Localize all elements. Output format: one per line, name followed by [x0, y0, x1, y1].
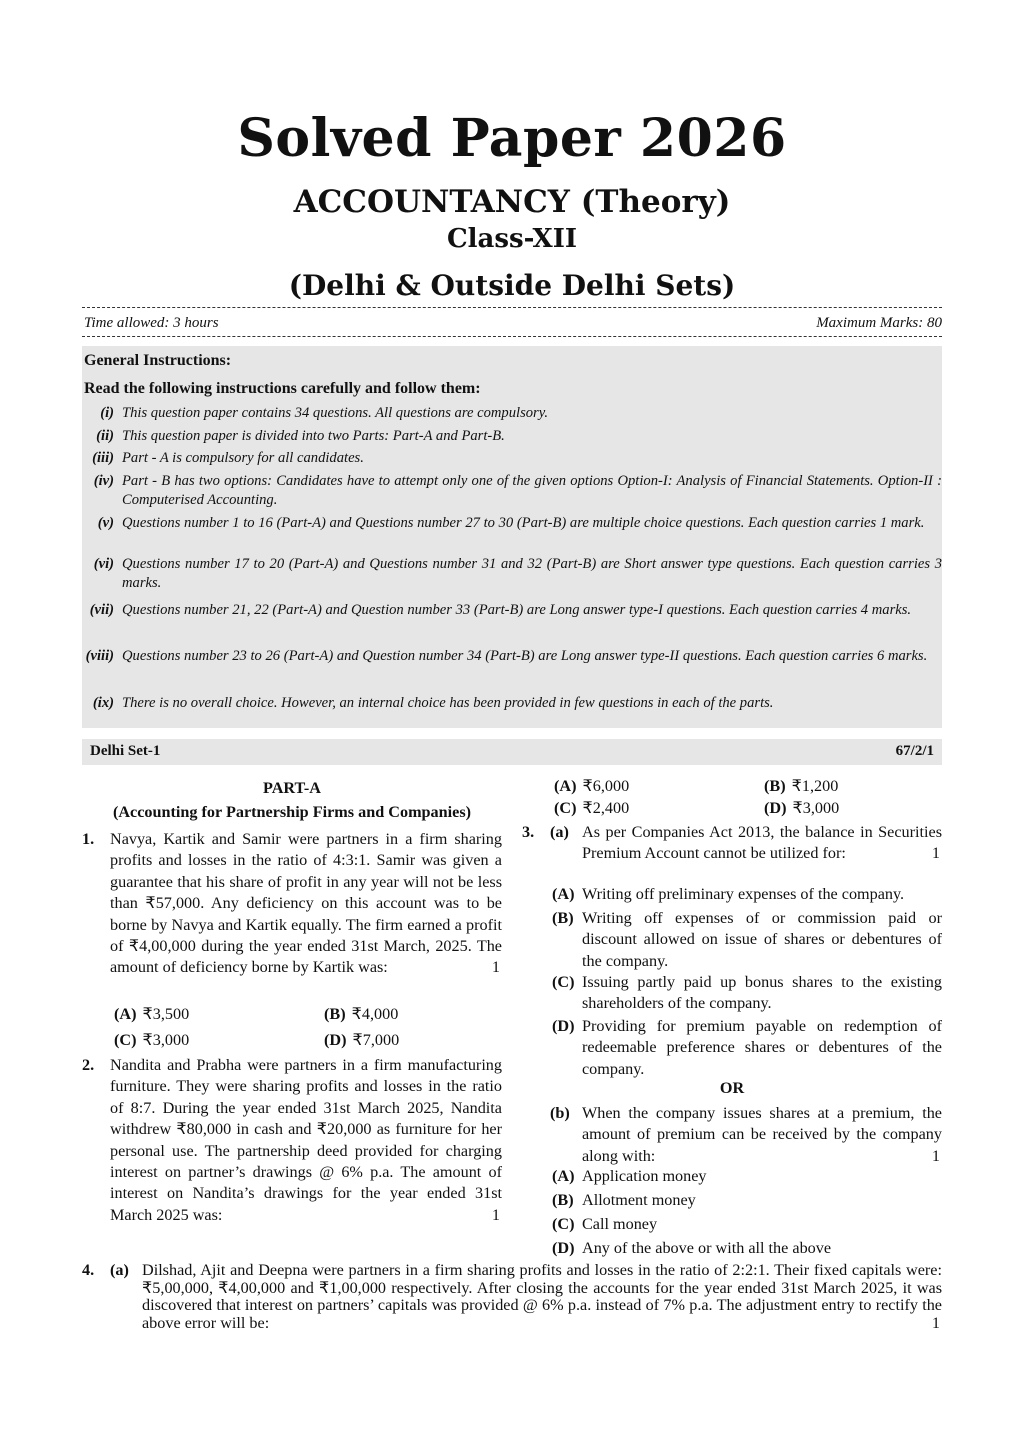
instruction-text: Part - B has two options: Candidates have to attempt only one of the given options Option-I: Analysis of Financial Statements. Option-II : Computerised Accounting. [122, 473, 942, 508]
time-allowed: Time allowed: 3 hours [84, 315, 219, 331]
instruction-number: (viii) [85, 648, 114, 664]
instruction-number: (vi) [93, 556, 114, 572]
set-name: Delhi Set-1 [90, 743, 161, 759]
instruction-text: This question paper contains 34 questions. All questions are compulsory. [122, 405, 549, 421]
instruction-number: (ix) [92, 695, 114, 711]
instruction-text: Questions number 17 to 20 (Part-A) and Questions number 31 and 32 (Part-B) are Short answer type questions. Each question carries 3 marks. [122, 556, 942, 591]
divider-top [82, 307, 942, 308]
question-number: 1. [82, 830, 95, 848]
option: (B) Allotment money [552, 1191, 696, 1209]
question-text: As per Companies Act 2013, the balance in Securities Premium Account cannot be utilized for: [582, 823, 942, 863]
set-code: 67/2/1 [895, 743, 934, 759]
instruction-item [82, 601, 942, 620]
instruction-text: Questions number 1 to 16 (Part-A) and Questions number 27 to 30 (Part-B) are multiple choice questions. Each question carries 1 mark. [122, 515, 925, 531]
subject-title: ACCOUNTANCY (Theory) [293, 184, 731, 220]
option: (A) Application money [552, 1167, 707, 1185]
instruction-text: Part - A is compulsory for all candidates. [122, 450, 364, 466]
question-2 [82, 1055, 502, 1226]
instructions-heading: General Instructions: [84, 352, 232, 369]
question-mark: 1 [491, 958, 500, 977]
sets-title: (Delhi & Outside Delhi Sets) [288, 269, 736, 302]
question-mark: 1 [931, 844, 940, 863]
instruction-item [82, 555, 942, 593]
instruction-item [82, 449, 942, 468]
instruction-item [82, 404, 942, 423]
or-divider: OR [719, 1079, 745, 1097]
question-4 [82, 1262, 942, 1332]
question-1 [82, 829, 502, 979]
option: (C) Call money [552, 1215, 658, 1233]
question-mark: 1 [931, 1313, 940, 1332]
question-text: Navya, Kartik and Samir were partners in a firm sharing profits and losses in the ratio of 4:3:1. Samir was given a guarantee that his share of profit in any year will not be less than ₹57,000. Any deficiency on this account was to be borne by Navya and Kartik equally. The firm earned a profit of ₹4,00,000 during the year ended 31st March, 2025. The amount of deficiency borne by Kartik was: [110, 830, 502, 977]
instructions-subheading: Read the following instructions carefully and follow them: [84, 380, 481, 397]
option: (D) Providing for premium payable on redemption of redeemable preference shares or debentures of the company. [552, 1017, 942, 1078]
set-bar [82, 739, 942, 765]
instruction-number: (vii) [89, 602, 114, 618]
instruction-item [82, 427, 942, 446]
option: (B) ₹4,000 [324, 1005, 399, 1023]
instruction-number: (ii) [96, 428, 114, 444]
instruction-item [82, 694, 942, 713]
question-number: 3. [522, 823, 535, 841]
instruction-number: (iii) [92, 450, 114, 466]
option: (D) Any of the above or with all the above [552, 1239, 832, 1257]
question-text: Dilshad, Ajit and Deepna were partners in a firm sharing profits and losses in the ratio of 2:2:1. Their fixed capitals were: ₹5,00,000, ₹4,00,000 and ₹1,00,000 respectively. After closing the accounts for the year ended 31st March 2025, it was discovered that interest on partners’ capitals was provided @ 6% p.a. instead of 7% p.a. The adjustment entry to rectify the above error will be: [142, 1261, 942, 1332]
instruction-number: (i) [100, 405, 114, 421]
question-part-label: (b) [550, 1104, 570, 1122]
question-part-label: (a) [110, 1261, 129, 1279]
instruction-item [82, 514, 942, 533]
question-mark: 1 [931, 1146, 940, 1165]
instruction-item [82, 472, 942, 510]
instruction-number: (v) [97, 515, 114, 531]
paper-title: Solved Paper 2026 [237, 108, 787, 169]
question-mark: 1 [491, 1205, 500, 1224]
question-text: Nandita and Prabha were partners in a firm manufacturing furniture. They were sharing profits and losses in the ratio of 8:7. During the year ended 31st March 2025, Nandita withdrew ₹80,000 in cash and ₹20,000 as furniture for her personal use. The partnership deed provided for charging interest on partner’s drawings @ 6% p.a. The amount of interest on Nandita’s drawings for the year ended 31st March 2025 was: [110, 1056, 502, 1224]
class-title: Class-XII [446, 224, 578, 254]
part-title: PART-A [263, 779, 321, 797]
option: (B) ₹1,200 [764, 777, 839, 795]
option: (A) Writing off preliminary expenses of the company. [552, 885, 905, 903]
question-number: 4. [82, 1261, 95, 1279]
instruction-text: This question paper is divided into two Parts: Part-A and Part-B. [122, 428, 505, 444]
option: (C) Issuing partly paid up bonus shares to the existing shareholders of the company. [552, 973, 942, 1013]
option: (C) ₹2,400 [554, 799, 630, 817]
instruction-item [82, 647, 942, 666]
instruction-text: Questions number 23 to 26 (Part-A) and Question number 34 (Part-B) are Long answer type-II questions. Each question carries 6 marks. [122, 648, 928, 664]
option: (A) ₹6,000 [554, 777, 630, 795]
option: (D) ₹3,000 [764, 799, 840, 817]
option: (D) ₹7,000 [324, 1031, 400, 1049]
instruction-text: There is no overall choice. However, an internal choice has been provided in few questions in each of the parts. [122, 695, 774, 711]
question-text: When the company issues shares at a premium, the amount of premium can be received by the company along with: [582, 1104, 942, 1165]
option: (A) ₹3,500 [114, 1005, 190, 1023]
option: (C) ₹3,000 [114, 1031, 190, 1049]
question-part-label: (a) [550, 823, 569, 841]
question-number: 2. [82, 1056, 95, 1074]
option: (B) Writing off expenses of or commission paid or discount allowed on issue of shares or debentures of the company. [552, 909, 942, 970]
divider-bottom [82, 336, 942, 337]
instruction-text: Questions number 21, 22 (Part-A) and Question number 33 (Part-B) are Long answer type-I questions. Each question carries 4 marks. [122, 602, 912, 618]
part-subtitle: (Accounting for Partnership Firms and Companies) [112, 803, 472, 821]
instruction-number: (iv) [93, 473, 114, 489]
max-marks: Maximum Marks: 80 [816, 315, 942, 331]
